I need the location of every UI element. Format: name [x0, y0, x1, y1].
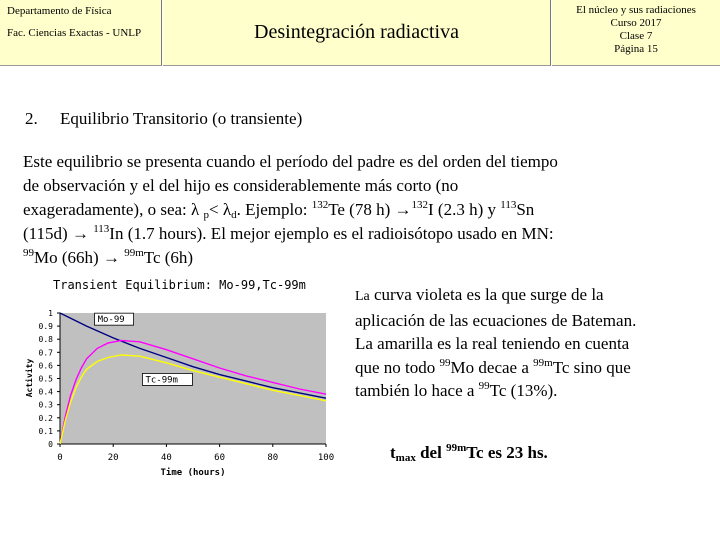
y-tick-label: 1	[48, 309, 53, 318]
series-label-text: Tc-99m	[145, 375, 178, 386]
y-tick-label: 0.4	[38, 387, 53, 397]
class-number: Clase 7	[619, 30, 653, 42]
explanation-line-4: que no todo $^{99}$Mo decae a $^{99m}$Tc sino que	[355, 356, 631, 377]
header-title-panel	[163, 0, 551, 66]
paragraph-line-5: $^{99}$Mo (66h) → $^{99m}$Tc (6h)	[23, 247, 194, 267]
y-tick-label: 0.1	[38, 426, 53, 436]
department-label: Departamento de Física	[7, 5, 112, 17]
y-tick-label: 0.6	[38, 361, 53, 371]
course-year: Curso 2017	[610, 17, 662, 29]
section-number: 2.	[25, 109, 38, 128]
series-label-text: Mo-99	[97, 315, 125, 326]
y-tick-label: 0	[48, 440, 53, 449]
header-left-panel	[0, 0, 162, 66]
tmax-statement: $t_{max}$ del $^{99m}$Tc es 23 hs.	[390, 442, 548, 464]
x-tick-label: 60	[214, 453, 226, 463]
paragraph-line-4: (115d) → $^{113}$In (1.7 hours). El mejor ejemplo es el radioisótopo usado en MN:	[23, 223, 554, 243]
y-tick-label: 0.3	[38, 400, 53, 410]
y-tick-label: 0.2	[38, 413, 53, 423]
transient-equilibrium-chart	[20, 276, 342, 480]
x-tick-label: 100	[317, 453, 335, 463]
y-tick-label: 0.7	[38, 348, 53, 358]
paragraph-line-3: exageradamente), o sea: λ $_p< \lambda_d$. Ejemplo: $^{132}$Te (78 h) →$^{132}$I (2.3 h) y $^{113}$Sn	[23, 199, 535, 221]
section-title: Equilibrio Transitorio (o transiente)	[60, 109, 303, 128]
page-title: Desintegración radiactiva	[254, 21, 459, 43]
x-axis-label: Time (hours)	[160, 468, 226, 478]
x-tick-label: 0	[57, 453, 63, 463]
explanation-line-1: La curva violeta es la que surge de la	[355, 285, 604, 304]
x-tick-label: 80	[267, 453, 279, 463]
paragraph-line-1: Este equilibrio se presenta cuando el período del padre es del orden del tiempo	[23, 152, 558, 171]
paragraph-line-2: de observación y el del hijo es considerablemente más corto (no	[23, 176, 459, 195]
explanation-line-2: aplicación de las ecuaciones de Bateman.	[355, 310, 637, 330]
explanation-paragraph	[355, 283, 695, 403]
x-tick-label: 20	[107, 453, 119, 463]
y-tick-label: 0.8	[38, 335, 53, 345]
y-tick-label: 0.5	[38, 374, 53, 384]
y-axis-label: Activity	[25, 358, 34, 398]
y-tick-label: 0.9	[38, 322, 53, 332]
course-topic: El núcleo y sus radiaciones	[576, 4, 696, 16]
explanation-line-3: La amarilla es la real teniendo en cuenta	[355, 334, 630, 353]
header-right-panel	[552, 0, 720, 66]
explanation-line-5: también lo hace a $^{99}$Tc (13%).	[355, 380, 558, 400]
chart-title: Transient Equilibrium: Mo-99,Tc-99m	[53, 278, 306, 292]
faculty-label: Fac. Ciencias Exactas - UNLP	[7, 27, 142, 39]
x-tick-label: 40	[160, 453, 172, 463]
page-number: Página 15	[614, 43, 658, 55]
